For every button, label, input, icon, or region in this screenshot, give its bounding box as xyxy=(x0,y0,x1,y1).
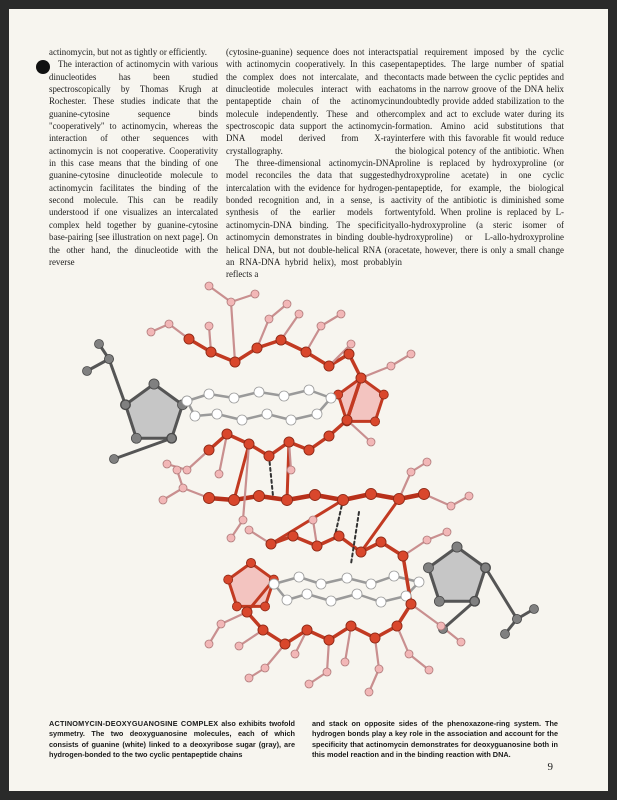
atom xyxy=(222,429,232,439)
atom xyxy=(291,650,299,658)
atom xyxy=(230,357,240,367)
atom xyxy=(286,415,296,425)
atom xyxy=(252,343,262,353)
atom xyxy=(163,460,171,468)
atom xyxy=(205,322,213,330)
atom xyxy=(305,680,313,688)
atom xyxy=(312,541,322,551)
atom xyxy=(239,516,247,524)
figure-caption-left xyxy=(49,719,295,761)
atom xyxy=(326,393,336,403)
caption-heading: ACTINOMYCIN-DEOXYGUANOSINE COMPLEX xyxy=(49,719,219,728)
atom xyxy=(254,491,265,502)
atom xyxy=(309,516,317,524)
atom xyxy=(251,290,259,298)
atom xyxy=(317,322,325,330)
atom xyxy=(425,666,433,674)
atom xyxy=(165,320,173,328)
atom xyxy=(183,466,191,474)
atom xyxy=(167,434,176,443)
atom xyxy=(414,577,424,587)
atom xyxy=(261,602,270,611)
atom xyxy=(149,379,159,389)
atom xyxy=(279,391,289,401)
atom xyxy=(387,362,395,370)
atom xyxy=(379,390,388,399)
atom xyxy=(323,668,331,676)
atom xyxy=(204,445,214,455)
atom xyxy=(258,625,268,635)
atom xyxy=(105,355,114,364)
atom xyxy=(131,433,141,443)
atom xyxy=(434,596,444,606)
atom xyxy=(481,563,490,572)
atom xyxy=(324,361,334,371)
atom xyxy=(261,664,269,672)
covalent-bond xyxy=(486,568,517,619)
atom xyxy=(423,536,431,544)
atom xyxy=(407,468,415,476)
covalent-bond xyxy=(231,302,235,362)
atom xyxy=(265,315,273,323)
paragraph: The interaction of actinomycin with various dinucleotides has been studied spectroscopically by Thomas Krugh at Rochester. These studies indicate that the guanine-cytosine sequence binds "cooperatively" to actinomycin, whereas the interaction of other sequences with actinomycin is not cooperative. Cooperativity in this case means that the binding of one guanine-cytosine dinucleotide molecule to actinomycin facilitates the binding of the second molecule. This can be readily understood if one visualizes an intercalated complex held together by guanine-cytosine base-pairing [see illustration on next page]. On the other hand, the dinucleotide with the reverse xyxy=(49,59,218,267)
atom xyxy=(392,621,402,631)
atom xyxy=(237,415,247,425)
covalent-bond xyxy=(114,438,172,459)
atom xyxy=(232,602,241,611)
atom xyxy=(83,367,92,376)
atom xyxy=(470,597,479,606)
paragraph: spatial requirement imposed by the cyclic pentapeptides. The large number of spatial contacts made between the cyclic peptides and atoms in the narrow groove of the DNA helix undoubtedly provide added stabilization to the complex and act to exclude water during its formation. Amino acid substitutions that interfere with this favorable fit would reduce the biological potency of the antibiotic. When proline is replaced by hydroxyproline (or hydroxyproline acetate) in one cyclic pentapeptide, for example, the biological activity of the antibiotic is diminished some twentyfold. When proline is replaced by L-allo-hydroxyproline (a steric isomer of hydroxyproline) or L-allo-hydroxyproline acetate, however, there is only a small change in xyxy=(395,47,564,267)
atom xyxy=(347,340,355,348)
atom xyxy=(352,589,362,599)
atom xyxy=(443,528,451,536)
atom xyxy=(244,439,254,449)
paragraph: actinomycin, but not as tightly or efficiently. xyxy=(49,47,207,57)
atom xyxy=(356,373,366,383)
atom xyxy=(356,547,366,557)
atom xyxy=(342,573,352,583)
atom xyxy=(376,597,386,607)
atom xyxy=(437,622,445,630)
atom xyxy=(370,633,380,643)
atom xyxy=(338,495,349,506)
atom xyxy=(245,526,253,534)
atom xyxy=(227,298,235,306)
atom xyxy=(205,640,213,648)
atom xyxy=(342,415,352,425)
atom xyxy=(294,572,304,582)
atom xyxy=(212,409,222,419)
atom xyxy=(366,579,376,589)
atom xyxy=(179,484,187,492)
atom xyxy=(371,417,380,426)
atom xyxy=(334,531,344,541)
covalent-bond xyxy=(109,359,125,405)
atom xyxy=(282,595,292,605)
atom xyxy=(465,492,473,500)
atom xyxy=(366,489,377,500)
atom xyxy=(302,625,312,635)
atom xyxy=(288,531,298,541)
magazine-page xyxy=(9,9,608,791)
caption-text: also exhibits twofold symmetry. The two deoxyguanosine molecules, each of which consists of guanine (white) linked to a deoxyribose sugar (gray), are hydrogen-bonded to the two cyclic pentapeptide chains xyxy=(49,719,295,760)
atom xyxy=(530,605,539,614)
atom xyxy=(324,431,334,441)
text-column-1 xyxy=(49,46,218,268)
atom xyxy=(245,674,253,682)
atom xyxy=(173,466,181,474)
atom xyxy=(398,551,408,561)
atom xyxy=(501,630,510,639)
atom xyxy=(266,539,276,549)
atom xyxy=(295,310,303,318)
atom xyxy=(227,534,235,542)
atom xyxy=(344,349,354,359)
atom xyxy=(310,490,321,501)
atom xyxy=(262,409,272,419)
atom xyxy=(184,334,194,344)
atom xyxy=(365,688,373,696)
atom xyxy=(224,575,233,584)
atom xyxy=(242,607,252,617)
atom xyxy=(205,282,213,290)
atom xyxy=(367,438,375,446)
covalent-bond xyxy=(411,604,441,626)
paragraph: The three-dimensional actinomycin-DNA model reconciles the data that suggested intercalation with the evidence for hydrogen-bonded recognition and, in a sense, is a synthesis of the earlier models for actinomycin-DNA binding. The specificity actinomycin demonstrates in binding double-helical DNA, but not double-helical RNA (or an RNA-DNA hybrid helix), most probably reflects a xyxy=(226,158,395,280)
atom xyxy=(405,650,413,658)
atom xyxy=(452,542,462,552)
atom xyxy=(204,389,214,399)
atom xyxy=(316,579,326,589)
atom xyxy=(276,335,286,345)
atom xyxy=(206,347,216,357)
atom xyxy=(407,350,415,358)
atom xyxy=(304,445,314,455)
atom xyxy=(337,310,345,318)
covalent-bond xyxy=(345,626,351,662)
figure-caption-right xyxy=(312,719,558,761)
atom xyxy=(229,495,240,506)
atom xyxy=(375,665,383,673)
text-column-3 xyxy=(395,46,564,268)
atom xyxy=(341,658,349,666)
atom xyxy=(284,437,294,447)
atom xyxy=(229,393,239,403)
atom xyxy=(121,400,130,409)
atom xyxy=(95,340,104,349)
atom xyxy=(282,495,293,506)
atom xyxy=(423,458,431,466)
atom xyxy=(204,493,215,504)
atom xyxy=(423,563,433,573)
atom xyxy=(447,502,455,510)
atom xyxy=(326,596,336,606)
atom xyxy=(110,455,119,464)
atom xyxy=(513,615,522,624)
atom xyxy=(159,496,167,504)
paragraph: (cytosine-guanine) sequence does not interact with actinomycin cooperatively. In this case the complex does not intercalate, and the dinucleotide molecules interact with each pentapeptide chain of the actinomycin molecule independently. These and other spectroscopic data support the actinomycin-DNA model derived from X-ray crystallography. xyxy=(226,47,395,156)
atom xyxy=(312,409,322,419)
atom xyxy=(394,494,405,505)
atom xyxy=(217,620,225,628)
atom xyxy=(301,347,311,357)
atom xyxy=(264,451,274,461)
atom xyxy=(190,411,200,421)
hydrogen-bond xyxy=(269,456,273,496)
atom xyxy=(280,639,290,649)
atom xyxy=(324,635,334,645)
atom xyxy=(419,489,430,500)
atom xyxy=(389,571,399,581)
atom xyxy=(406,599,416,609)
atom xyxy=(302,589,312,599)
covalent-bond xyxy=(443,601,475,629)
text-column-2 xyxy=(226,46,395,281)
page-number: 9 xyxy=(547,761,553,773)
atom xyxy=(235,642,243,650)
atom xyxy=(376,537,386,547)
molecular-model-illustration xyxy=(59,274,574,714)
caption-text: and stack on opposite sides of the phenoxazone-ring system. The hydrogen bonds play a key role in the association and account for the specificity that actinomycin demonstrates for deoxyguanosine both in this model reaction and in the binding reaction with DNA. xyxy=(312,719,558,760)
atom xyxy=(215,470,223,478)
binder-hole xyxy=(36,60,50,74)
atom xyxy=(283,300,291,308)
atom xyxy=(247,559,256,568)
atom xyxy=(346,621,356,631)
atom xyxy=(269,579,279,589)
atom xyxy=(304,385,314,395)
atom xyxy=(182,396,192,406)
atom xyxy=(457,638,465,646)
atom xyxy=(254,387,264,397)
atom xyxy=(147,328,155,336)
atom xyxy=(287,466,295,474)
